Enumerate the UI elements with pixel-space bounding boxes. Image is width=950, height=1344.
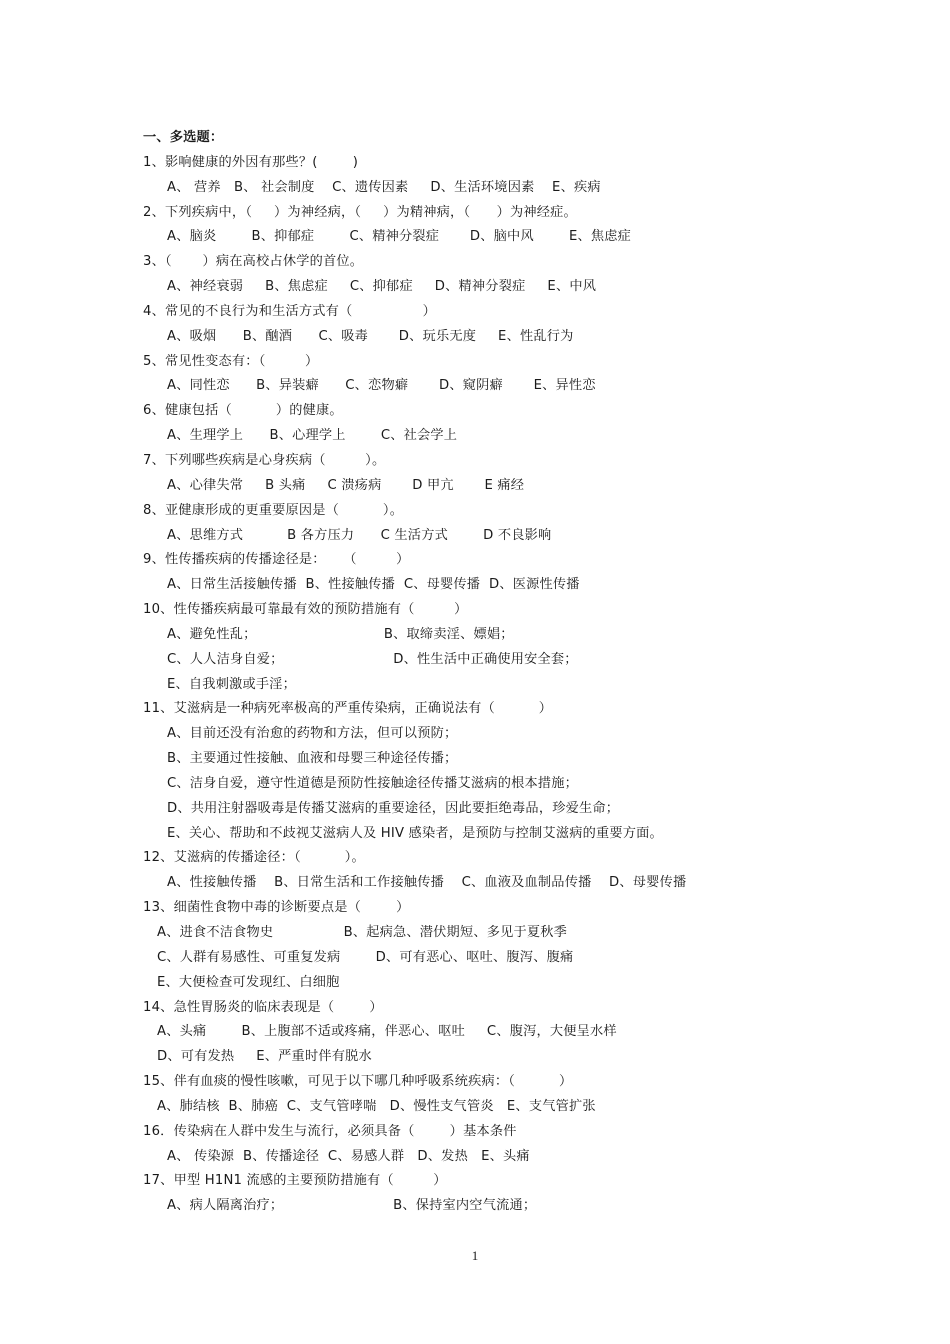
option-line: A、生理学上 B、心理学上 C、社会学上 — [167, 428, 458, 444]
question-line: 16．传染病在人群中发生与流行，必须具备（ ）基本条件 — [143, 1123, 517, 1139]
option-line: E、大便检查可发现红、白细胞 — [157, 974, 340, 990]
question-line: 3、（ ）病在高校占休学的首位。 — [143, 254, 364, 270]
option-line: A、肺结核 B、肺癌 C、支气管哮喘 D、慢性支气管炎 E、支气管扩张 — [157, 1098, 596, 1114]
question-line: 11、艾滋病是一种病死率极高的严重传染病，正确说法有（ ） — [143, 701, 553, 717]
option-line: C、洁身自爱，遵守性道德是预防性接触途径传播艾滋病的根本措施； — [167, 775, 579, 791]
question-line: 8、亚健康形成的更重要原因是（ ）。 — [143, 502, 404, 518]
option-line: A、目前还没有治愈的药物和方法，但可以预防； — [167, 726, 458, 742]
option-line: A、进食不洁食物史 B、起病急、潜伏期短、多见于夏秋季 — [157, 925, 568, 940]
option-line: A、 营养 B、 社会制度 C、遗传因素 D、生活环境因素 E、疾病 — [167, 179, 601, 195]
question-line: 2、下列疾病中，（ ）为神经病，（ ）为精神病，（ ）为神经症。 — [143, 204, 577, 220]
option-line: B、主要通过性接触、血液和母婴三种途径传播； — [167, 751, 458, 767]
option-line: C、人人洁身自爱； D、性生活中正确使用安全套； — [167, 651, 578, 667]
option-line: A、性接触传播 B、日常生活和工作接触传播 C、血液及血制品传播 D、母婴传播 — [167, 875, 687, 891]
option-line: A、避免性乱； B、取缔卖淫、嫖娼； — [167, 626, 514, 642]
question-line: 17、甲型 H1N1 流感的主要预防措施有（ ） — [143, 1173, 447, 1189]
option-line: A、 传染源 B、传播途径 C、易感人群 D、发热 E、头痛 — [167, 1148, 530, 1164]
option-line: A、吸烟 B、酗酒 C、吸毒 D、玩乐无度 E、性乱行为 — [167, 328, 574, 344]
option-line: A、日常生活接触传播 B、性接触传播 C、母婴传播 D、医源性传播 — [167, 577, 580, 593]
option-line: A、病人隔离治疗； B、保持室内空气流通； — [167, 1198, 537, 1214]
page-number: 1 — [471, 1248, 479, 1263]
option-line: A、神经衰弱 B、焦虑症 C、抑郁症 D、精神分裂症 E、中风 — [167, 279, 597, 295]
question-line: 13、细菌性食物中毒的诊断要点是（ ） — [143, 900, 410, 916]
question-line: 14、急性胃肠炎的临床表现是（ ） — [143, 999, 383, 1015]
question-line: 6、健康包括（ ）的健康。 — [143, 403, 343, 419]
option-line: C、人群有易感性、可重复发病 D、可有恶心、呕吐、腹泻、腹痛 — [157, 949, 574, 965]
option-line: D、共用注射器吸毒是传播艾滋病的重要途径，因此要拒绝毒品，珍爱生命； — [167, 800, 620, 816]
question-list — [143, 126, 863, 1219]
option-line: A、心律失常 B 头痛 C 溃疡病 D 甲亢 E 痛经 — [167, 477, 525, 493]
question-line: 12、艾滋病的传播途径：（ ）。 — [143, 850, 365, 866]
question-line: 9、性传播疾病的传播途径是： （ ） — [143, 552, 410, 568]
question-line: 1、影响健康的外因有那些？( ) — [143, 154, 359, 170]
option-line: E、关心、帮助和不歧视艾滋病人及 HIV 感染者，是预防与控制艾滋病的重要方面。 — [167, 825, 663, 841]
question-line: 4、常见的不良行为和生活方式有（ ） — [143, 303, 437, 319]
question-line: 7、下列哪些疾病是心身疾病（ ）。 — [143, 452, 386, 468]
option-line: D、可有发热 E、严重时伴有脱水 — [157, 1049, 372, 1065]
section-title: 一、多选题： — [143, 130, 224, 145]
lines-container — [143, 151, 863, 1219]
question-line: 10、性传播疾病最可靠最有效的预防措施有（ ） — [143, 602, 468, 618]
option-line: E、自我刺激或手淫； — [167, 676, 297, 692]
question-line: 5、常见性变态有：（ ） — [143, 353, 319, 369]
option-line: A、脑炎 B、抑郁症 C、精神分裂症 D、脑中风 E、焦虑症 — [167, 229, 632, 245]
option-line: A、同性恋 B、异装癖 C、恋物癖 D、窥阴癖 E、异性恋 — [167, 378, 596, 394]
option-line: A、思维方式 B 各方压力 C 生活方式 D 不良影响 — [167, 527, 552, 543]
question-line: 15、伴有血痰的慢性咳嗽，可见于以下哪几种呼吸系统疾病：（ ） — [143, 1074, 573, 1090]
option-line: A、头痛 B、上腹部不适或疼痛，伴恶心、呕吐 C、腹泻，大便呈水样 — [157, 1024, 617, 1040]
